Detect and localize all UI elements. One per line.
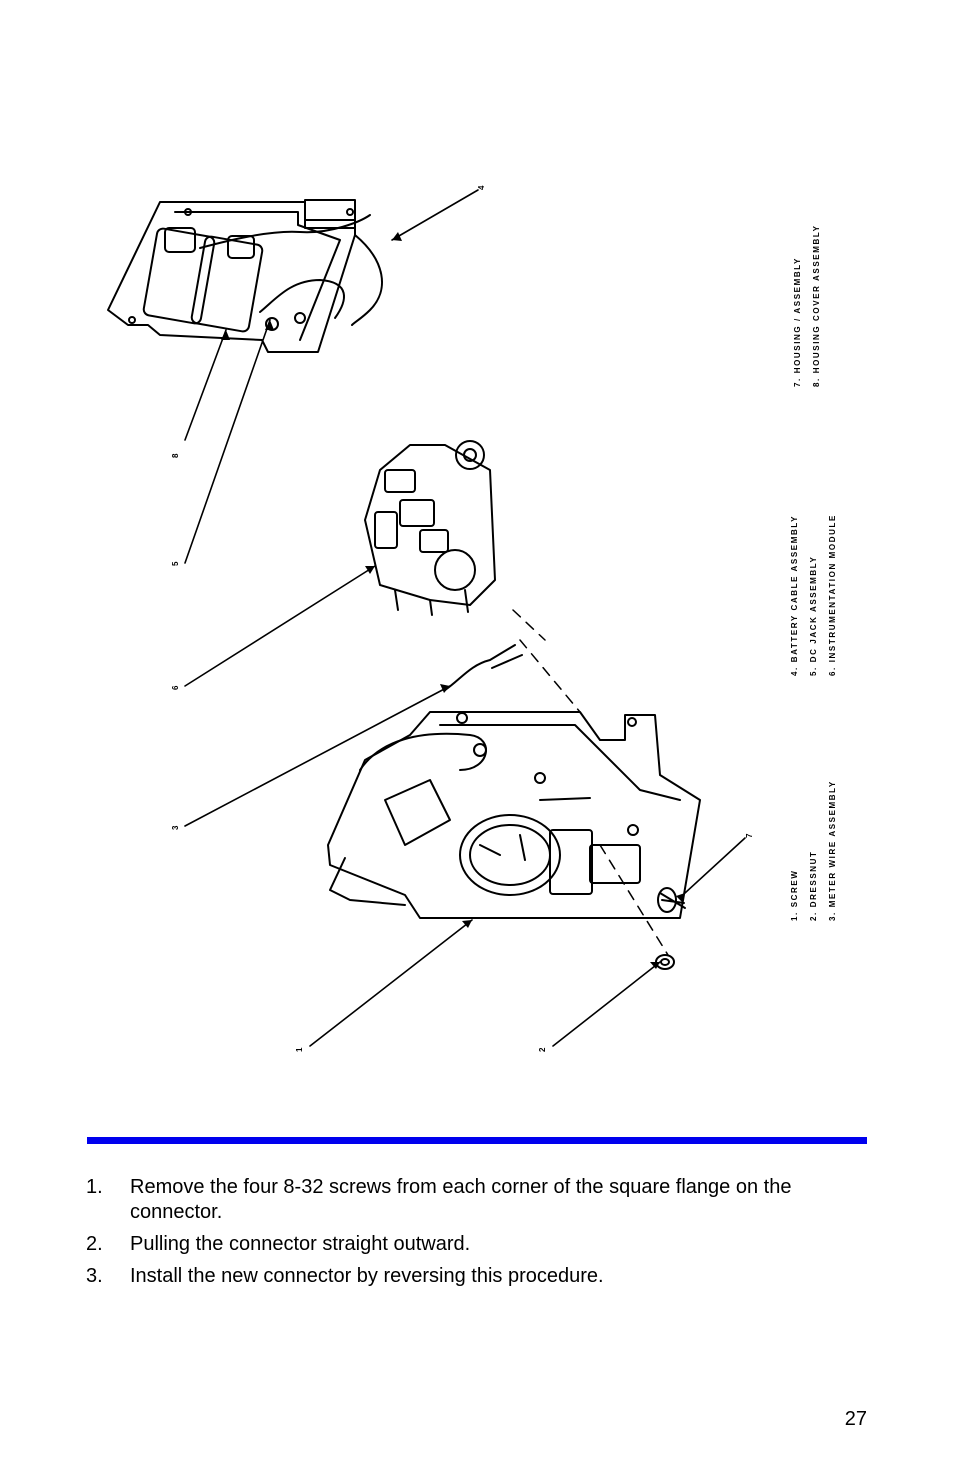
- callout-8: 8: [171, 453, 180, 458]
- step-item: [86, 1264, 876, 1289]
- step-item: [86, 1232, 876, 1257]
- housing-cover-assembly: [108, 200, 382, 352]
- callout-6: 6: [171, 685, 180, 690]
- legend-housing-cover: 8. HOUSING COVER ASSEMBLY: [812, 224, 821, 387]
- callout-1-lower: 1: [295, 1047, 304, 1052]
- legend-dc-jack: 5. DC JACK ASSEMBLY: [809, 555, 818, 676]
- step-text: Remove the four 8-32 screws from each corner of the square flange on the connector.: [130, 1176, 792, 1223]
- callout-3: 3: [171, 825, 180, 830]
- step-item: [86, 1175, 876, 1225]
- housing-assembly: [328, 712, 700, 918]
- page-number: 27: [844, 1408, 867, 1430]
- meter-wire-assembly: [445, 645, 522, 690]
- procedure-steps: [86, 1175, 876, 1296]
- callout-5: 5: [171, 561, 180, 566]
- section-divider: [87, 1137, 867, 1144]
- step-text: Pulling the connector straight outward.: [130, 1233, 471, 1255]
- legend-screw: 1. SCREW: [790, 869, 799, 921]
- legend-instrumentation-module: 6. INSTRUMENTATION MODULE: [828, 514, 837, 676]
- callout-2: 2: [538, 1047, 547, 1052]
- legend-dressnut: 2. DRESSNUT: [809, 850, 818, 921]
- step-number: 1.: [86, 1176, 103, 1198]
- step-text: Install the new connector by reversing this procedure.: [130, 1265, 604, 1287]
- legend-housing: 7. HOUSING / ASSEMBLY: [793, 257, 802, 387]
- callout-7: 7: [745, 833, 754, 838]
- instrumentation-module: [365, 441, 495, 615]
- legend-meter-wire: 3. METER WIRE ASSEMBLY: [828, 780, 837, 921]
- step-number: 2.: [86, 1233, 103, 1255]
- step-number: 3.: [86, 1265, 103, 1287]
- legend-battery-cable: 4. BATTERY CABLE ASSEMBLY: [790, 514, 799, 676]
- callout-4: 4: [477, 185, 486, 190]
